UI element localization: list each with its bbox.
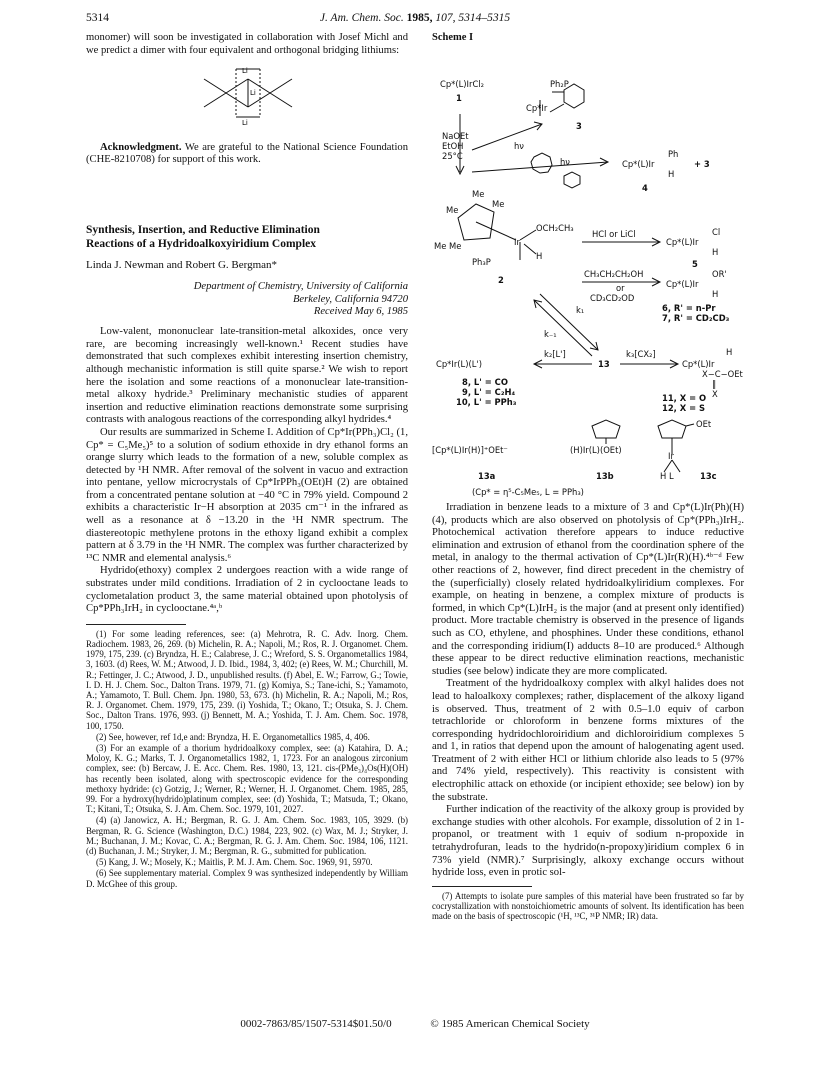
journal-volume-pages: 107, 5314–5315 bbox=[435, 12, 511, 24]
affiliation-line-1: Department of Chemistry, University of California bbox=[193, 280, 408, 292]
dilithium-structure bbox=[86, 57, 408, 129]
acknowledgment-label: Acknowledgment. bbox=[100, 141, 182, 153]
scheme-label-x12: 12, X = S bbox=[662, 403, 706, 413]
scheme-label-hv1: hν bbox=[514, 141, 524, 151]
scheme-label-l10: 10, L' = PPh₃ bbox=[456, 397, 517, 407]
scheme-label-plus3: + 3 bbox=[694, 159, 710, 169]
scheme-label-13b: 13b bbox=[596, 471, 614, 481]
scheme-label-13c: 13c bbox=[700, 471, 717, 481]
footnote-divider-right bbox=[432, 886, 532, 887]
journal-citation bbox=[86, 12, 744, 24]
scheme-label-hl13c: H L bbox=[660, 471, 674, 481]
scheme-label-num-5: 5 bbox=[692, 259, 698, 269]
scheme-label-prod4-h: H bbox=[668, 169, 675, 179]
scheme-label-prod6-h: H bbox=[712, 289, 719, 299]
scheme-label-naoet: NaOEt bbox=[442, 131, 469, 141]
article-title bbox=[86, 223, 408, 251]
scheme-label-temp: 25°C bbox=[442, 151, 463, 161]
copyright: © 1985 American Chemical Society bbox=[430, 1018, 590, 1030]
scheme-label-prod4: Cp*(L)Ir bbox=[622, 159, 655, 169]
scheme-label-hcl: HCl or LiCl bbox=[592, 229, 636, 239]
page-number: 5314 bbox=[86, 12, 109, 24]
journal-name: J. Am. Chem. Soc. bbox=[319, 12, 404, 24]
scheme-label-13a: 13a bbox=[478, 471, 496, 481]
authors: Linda J. Newman and Robert G. Bergman* bbox=[86, 258, 278, 271]
body-paragraph-2: Our results are summarized in Scheme I. Addition of Cp*Ir(PPh₃)Cl₂ (1, Cp* = C₅Me₅)⁵ to a solution of sodium ethoxide in dry ethanol forms an orange slurry which leads to the formation of a new, soluble complex as detected by ¹H NMR. After removal of the solvent in vacuo and extraction into pentane, yellow microcrystals of Cp*IrPPh₃(OEt)H (2) are obtained from a concentrated pentane solution at −40 °C in 79% yield. Compound 2 exhibits a characteristic Ir−H absorption at 2035 cm⁻¹ in the infrared as well as a resonance at δ −13.20 in the ¹H NMR spectrum. The diastereotopic methylene protons in the ethoxy ligand exhibit a complex pattern at δ 3.79 in the ¹H NMR. The complex was further characterized by ¹³C NMR and elemental analysis.⁶ bbox=[86, 426, 408, 564]
li-label-bottom: Li bbox=[242, 119, 248, 128]
scheme-label-km1: k₋₁ bbox=[544, 329, 557, 339]
right-paragraph-2: Treatment of the hydridoalkoxy complex with alkyl halides does not lead to haloalkoxy complexes; rather, displacement of the alkoxy ligand is observed. Thus, treatment of 2 with 0.5–1.0 equiv of carbon tetrachloride or chloroform in benzene forms mixtures of the corresponding hydridochloroiridium and dichloroiridium complexes 5 and 1, in ratios that depend upon the amount of halogenating agent used. Treatment of 2 with either HCl or lithium chloride also leads to 5 (97% and 74% yield, respectively). This reactivity is consistent with electrophilic attack on ethoxide (or incipient ethoxide; see below) ion by the substrate. bbox=[432, 678, 744, 803]
scheme-label-hv2: hν bbox=[560, 157, 570, 167]
scheme-label-prod11-xb: X bbox=[712, 389, 718, 399]
scheme-label-num-1: 1 bbox=[456, 93, 462, 103]
scheme-label-k2: k₂[L'] bbox=[544, 349, 566, 359]
scheme-label-cmp6: 6, R' = n-Pr bbox=[662, 303, 716, 313]
article-code: 0002-7863/85/1507-5314$01.50/0 bbox=[240, 1018, 392, 1030]
scheme-label-k1: k₁ bbox=[576, 305, 585, 315]
journal-year: 1985, bbox=[406, 12, 433, 24]
scheme-label-prod6-or: OR' bbox=[712, 269, 727, 279]
scheme-label-h13b: (H)Ir(L)(OEt) bbox=[570, 445, 622, 455]
scheme-label-num-2: 2 bbox=[498, 275, 504, 285]
scheme-label-me-bottom: Me Me bbox=[434, 241, 462, 251]
right-paragraph-3: Further indication of the reactivity of the alkoxy group is provided by exchange studies with other alcohols. For example, dissolution of 2 in 1-propanol, or treatment with 1 equiv of sodium n-propoxide in tetrahydrofuran, leads to the hydrido(n-propoxy)iridium complex 6 in 73% yield (NMR).⁷ Surprisingly, alkoxy exchange occurs without hydride loss, even in protic sol- bbox=[432, 804, 744, 879]
scheme-title: Scheme I bbox=[432, 32, 474, 43]
scheme-label-och2ch3: OCH₂CH₃ bbox=[536, 223, 574, 233]
scheme-label-propanol: CH₃CH₂CH₂OH bbox=[584, 269, 644, 279]
scheme-label-or: or bbox=[616, 283, 625, 293]
scheme-label-oet13c: OEt bbox=[696, 419, 712, 429]
scheme-label-left-prod: Cp*Ir(L)(L') bbox=[436, 359, 482, 369]
scheme-label-cd3: CD₃CD₂OD bbox=[590, 293, 635, 303]
scheme-label-ion: [Cp*(L)Ir(H)]⁺OEt⁻ bbox=[432, 445, 508, 455]
page-footer bbox=[86, 1018, 744, 1030]
scheme-label-cpl-ircl2: Cp*(L)IrCl₂ bbox=[440, 79, 484, 89]
scheme-label-prod11: Cp*(L)Ir bbox=[682, 359, 715, 369]
scheme-label-me-left: Me bbox=[446, 205, 459, 215]
scheme-label-k3: k₃[CX₂] bbox=[626, 349, 656, 359]
scheme-label-num-13: 13 bbox=[598, 359, 610, 369]
scheme-label-num-3: 3 bbox=[576, 121, 582, 131]
acknowledgment-text: We are grateful to the National Science Foundation (CHE-8210708) for support of this work. bbox=[86, 141, 408, 166]
scheme-label-me-right: Me bbox=[492, 199, 505, 209]
scheme-label-h2: H bbox=[536, 251, 543, 261]
acknowledgment bbox=[86, 142, 408, 167]
footnote-6: (6) See supplementary material. Complex 9 was synthesized independently by William D. McGhee of this group. bbox=[86, 868, 408, 889]
body-paragraph-3: Hydrido(ethoxy) complex 2 undergoes reaction with a wide range of substrates under mild conditions. Irradiation of 2 in cyclooctane leads to cyclometalation product 3, the same material obtained upon photolysis of Cp*PPh₃IrH₂ in cyclooctane.⁴ᵃ,ᵇ bbox=[86, 565, 408, 615]
scheme-label-prod11-double: ‖ bbox=[712, 379, 717, 389]
scheme-label-prod5: Cp*(L)Ir bbox=[666, 237, 699, 247]
scheme-label-l8: 8, L' = CO bbox=[462, 377, 508, 387]
footnote-3: (3) For an example of a thorium hydridoalkoxy complex, see: (a) Katahira, D. A.; Moloy, K. G.; Marks, T. J. Organometallics 1982, 1, 1723. For an analogous zirconium complex, see: (b) Bercaw, J. E. Acc. Chem. Res. 1980, 13, 121. cis-(PMe₃)₄Os(H)(OH) has recently been isolated, along with spectroscopic evidence for the corresponding methoxy hydride: (c) Gotzig, J.; Werner, R.; Werner, H. J. Organomet. Chem. 1985, 285, 99. For a hydroxy(hydrido)platinum complex, see: (d) Yoshida, T.; Matsuda, T.; Okano, T.; Kitani, T.; Otsuka, S. J. Am. Chem. Soc. 1979, 101, 2027. bbox=[86, 743, 408, 815]
scheme-label-prod5-cl: Cl bbox=[712, 227, 721, 237]
running-header bbox=[86, 12, 744, 28]
footnote-2: (2) See, however, ref 1d,e and: Bryndza, H. E. Organometallics 1985, 4, 406. bbox=[96, 731, 370, 742]
article-title-line-1: Synthesis, Insertion, and Reductive Elimination bbox=[86, 223, 320, 236]
scheme-label-ir13c: Ir bbox=[668, 451, 674, 461]
scheme-label-prod11-h: H bbox=[726, 347, 733, 357]
scheme-label-prod5-h: H bbox=[712, 247, 719, 257]
left-column bbox=[86, 32, 408, 889]
li-label-mid: Li bbox=[250, 89, 256, 98]
article-title-line-2: Reactions of a Hydridoalkoxyiridium Complex bbox=[86, 237, 317, 250]
right-paragraph-1: Irradiation in benzene leads to a mixture of 3 and Cp*(L)Ir(Ph)(H) (4), products which are also observed on photolysis of Cp*(PPh₃)IrH₂. Photochemical activation therefore appears to induce reductive elimination and extrusion of ethanol from the coordination sphere of the metal, in analogy to the thermal activation of Cp*(L)Ir(R)(H).⁴ᵇ⁻ᵈ Few other reactions of 2, however, find direct precedent in the chemistry of the (superficially) closely related hydridoalkyliridium complexes. For example, on heating in benzene, a complex mixture of products is formed, in which Cp*(L)IrH₂ is the major (and at present only identified) product. More tractable chemistry is observed in the presence of ligands such as CO, ethylene, and phosphines. Under these conditions, ethanol and the corresponding iridium(I) adducts 8–10 are produced.⁶ Although these appear to be direct reductive elimination reactions, mechanistic studies (see below) indicate they are more complicated. bbox=[432, 502, 744, 677]
right-column bbox=[432, 32, 744, 921]
body-paragraph-1: Low-valent, mononuclear late-transition-metal alkoxides, once very rare, are becoming increasingly well-known.¹ Recent studies have demonstrated that such complexes exhibit interesting insertion chemistry, although mechanistic information is still quite sparse.² We wish to report here the isolation and some reactions of a mononuclear late-transition-metal alkoxy hydride.³ Preliminary mechanistic studies of apparent insertion and reductive elimination reactions demonstrate some surprising contrasts with analogous reactions of the corresponding alkyl hydrides.⁴ bbox=[86, 326, 408, 426]
footnote-1: (1) For some leading references, see: (a) Mehrotra, R. C. Adv. Inorg. Chem. Radiochem. 1983, 26, 269. (b) Michelin, R. A.; Napoli, M.; Ros, R. J. Organomet. Chem. 1979, 175, 239. (c) Bryndza, H. E.; Calabrese, J. C.; Wreford, S. S. Organometallics 1984, 3, 1603. (d) Rees, W. M.; Atwood, J. D. Ibid., 1984, 3, 402; (e) Rees, W. M.; Churchill, M. R.; Fettinger, J. C.; Atwood, J. D., unpublished results. (f) Abel, E. W.; Farrow, G.; Towie, I. D. H. J. Chem. Soc., Dalton Trans. 1979, 71. (g) Komiya, S.; Tane-ichi, S.; Yamamoto, A.; Yamamoto, T. Bull. Chem. Jpn. 1980, 53, 673. (h) Michelin, R. A.; Napoli, M.; Ros, R. J. Organomet. Chem. 1979, 175, 239. (i) Yoshida, T.; Okano, T.; Otsuka, S. J. Chem. Soc., Dalton Trans. 1976, 993. (j) Bennett, M. A.; Yoshida, T. J. Am. Chem. Soc. 1978, 100, 1750. bbox=[86, 628, 408, 731]
scheme-label-ph3p: Ph₃P bbox=[472, 257, 491, 267]
affiliation-line-2: Berkeley, California 94720 bbox=[292, 293, 408, 305]
scheme-label-ir2: Ir bbox=[514, 237, 520, 247]
intro-paragraph: monomer) will soon be investigated in collaboration with Josef Michl and we predict a dimer with four equivalent and orthogonal bridging lithiums: bbox=[86, 32, 408, 56]
footnote-5: (5) Kang, J. W.; Mosely, K.; Maitlis, P. M. J. Am. Chem. Soc. 1969, 91, 5970. bbox=[96, 857, 373, 868]
footnote-4: (4) (a) Janowicz, A. H.; Bergman, R. G. J. Am. Chem. Soc. 1983, 105, 3929. (b) Bergman, R. G. Science (Washington, D.C.) 1984, 223, 902. (c) Wax, M. J.; Stryker, J. M.; Buchanan, J. M.; Kovac, C. A.; Bergman, R. G. J. Am. Chem. Soc. 1984, 106, 1121. (d) Buchanan, J. M.; Stryker, J. M.; Bergman, R. G., submitted for publication. bbox=[86, 815, 408, 857]
scheme-label-ph2p: Ph₂P bbox=[550, 79, 569, 89]
li-label-top: Li bbox=[242, 67, 248, 76]
scheme-label-prod11-xcoet: X−C−OEt bbox=[702, 369, 743, 379]
scheme-label-prod4-ph: Ph bbox=[668, 149, 679, 159]
scheme-label-me-top: Me bbox=[472, 189, 485, 199]
received-date: Received May 6, 1985 bbox=[313, 305, 408, 317]
scheme-1 bbox=[432, 32, 744, 502]
scheme-label-prod6: Cp*(L)Ir bbox=[666, 279, 699, 289]
affiliation bbox=[86, 280, 408, 306]
scheme-label-cpdef: (Cp* = η⁵-C₅Me₅, L = PPh₃) bbox=[472, 487, 584, 497]
scheme-label-etoh: EtOH bbox=[442, 141, 464, 151]
footnote-7: (7) Attempts to isolate pure samples of this material have been frustrated so far by cocrystallization with nonstoichiometric amounts of solvent. Its identification has been made on the basis of spectroscopic (¹H, ¹³C, ³¹P NMR; IR) data. bbox=[432, 890, 744, 922]
scheme-label-num-4: 4 bbox=[642, 183, 648, 193]
scheme-label-l9: 9, L' = C₂H₄ bbox=[462, 387, 516, 397]
scheme-label-cmp7: 7, R' = CD₂CD₃ bbox=[662, 313, 730, 323]
footnote-divider bbox=[86, 624, 186, 625]
scheme-label-x11: 11, X = O bbox=[662, 393, 707, 403]
scheme-label-cp-ir: Cp*Ir bbox=[526, 103, 548, 113]
